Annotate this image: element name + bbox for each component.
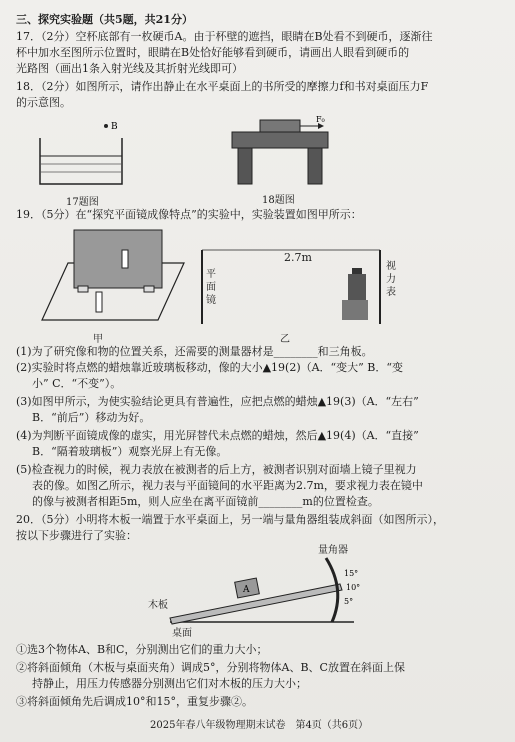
table-top xyxy=(232,132,328,148)
support-right xyxy=(144,286,154,292)
section-title: 三、探究实验题（共5题，共21分） xyxy=(16,13,193,26)
eye-point-b xyxy=(104,124,108,128)
q19-item4b: B．“隔着玻璃板”）观察光屏上有无像。 xyxy=(32,445,228,458)
candle-front xyxy=(96,292,102,312)
point-b-label: B xyxy=(111,122,118,132)
label-yi: 乙 xyxy=(280,334,290,345)
q19-item3a: (3)如图甲所示，为使实验结论更具有普遍性，应把点燃的蜡烛▲19(3)（A．“左右” xyxy=(16,395,419,408)
q17-line3: 光路图（画出1条入射光线及其折射光线即可） xyxy=(16,62,243,75)
q18-line1: 18．（2分）如图所示，请作出静止在水平桌面上的书所受的摩擦力f和书对桌面压力F xyxy=(16,80,429,93)
label-jia: 甲 xyxy=(93,334,103,345)
protractor-label: 量角器 xyxy=(318,545,348,556)
candle-behind xyxy=(122,250,128,268)
q19-item1: (1)为了研究像和物的位置关系，还需要的测量器材是________和三角板。 xyxy=(16,345,373,358)
q19-item4a: (4)为判断平面镜成像的虚实，用光屏替代未点燃的蜡烛，然后▲19(4)（A．“直接” xyxy=(16,429,419,442)
q19-item5a: (5)检查视力的时候，视力表放在被测者的后上方，被测者识别对面墙上镜子里视力 xyxy=(16,463,417,476)
support-left xyxy=(78,286,88,292)
caption-17: 17题图 xyxy=(66,197,99,208)
angle-15-label: 15° xyxy=(344,569,359,578)
figure-18-table xyxy=(228,116,338,188)
table-leg-left xyxy=(238,148,252,184)
table-label: 桌面 xyxy=(172,628,192,639)
caption-18: 18题图 xyxy=(262,195,295,206)
distance-label: 2.7m xyxy=(284,251,312,264)
cup-outline xyxy=(40,138,122,184)
q19-item5b: 表的像。如图乙所示，视力表与平面镜间的水平距离为2.7m，要求视力表在镜中 xyxy=(32,479,423,492)
q20-step3: ③将斜面倾角先后调成10°和15°，重复步骤②。 xyxy=(16,695,253,708)
mirror-label: 平面镜 xyxy=(206,269,216,306)
q19-item3b: B．“前后”）移动为好。 xyxy=(32,411,151,424)
angle-5-label: 5° xyxy=(344,597,354,606)
chair xyxy=(342,300,368,320)
q20-step2a: ②将斜面倾角（木板与桌面夹角）调成5°，分别将物体A、B、C放置在斜面上保 xyxy=(16,661,405,674)
q20-step2b: 持静止，用压力传感器分别测出它们对木板的压力大小； xyxy=(32,677,307,690)
q20-stem1: 20．（5分）小明将木板一端置于水平桌面上，另一端与量角器组装成斜面（如图所示）， xyxy=(16,513,444,526)
q18-line2: 的示意图。 xyxy=(16,96,71,109)
angle-10-label: 10° xyxy=(346,583,361,592)
figure-17-cup xyxy=(36,118,136,188)
q20-step1: ①选3个物体A、B和C，分别测出它们的重力大小； xyxy=(16,643,268,656)
q19-item2a: (2)实验时将点燃的蜡烛靠近玻璃板移动，像的大小▲19(2)（A．“变大” B．“变 xyxy=(16,361,404,374)
q17-line2: 杯中加水至图所示位置时，眼睛在B处恰好能够看到硬币，请画出人眼看到硬币的 xyxy=(16,46,410,59)
page-footer: 2025年春八年级物理期末试卷 第4页（共6页） xyxy=(150,720,369,731)
chart-label: 视力表 xyxy=(386,261,396,298)
q19-item5c: 的像与被测者相距5m，则人应坐在离平面镜前________m的位置检查。 xyxy=(32,495,379,508)
book xyxy=(260,120,300,132)
q19-item2b: 小” C．“不变”）。 xyxy=(32,377,122,390)
person-body xyxy=(348,274,366,300)
person-head xyxy=(352,268,362,274)
q17-line1: 17．（2分）空杯底部有一枚硬币A。由于杯壁的遮挡，眼睛在B处看不到硬币，逐渐往 xyxy=(16,30,433,43)
force-label: F₀ xyxy=(316,116,325,124)
glass-plate xyxy=(74,230,162,288)
figure-19-jia xyxy=(38,228,188,328)
block-a-label: A xyxy=(243,585,250,595)
board-label: 木板 xyxy=(148,600,168,611)
q20-stem2: 按以下步骤进行了实验： xyxy=(16,529,137,542)
table-leg-right xyxy=(308,148,322,184)
q19-stem: 19．（5分）在“探究平面镜成像特点”的实验中，实验装置如图甲所示： xyxy=(16,208,362,221)
